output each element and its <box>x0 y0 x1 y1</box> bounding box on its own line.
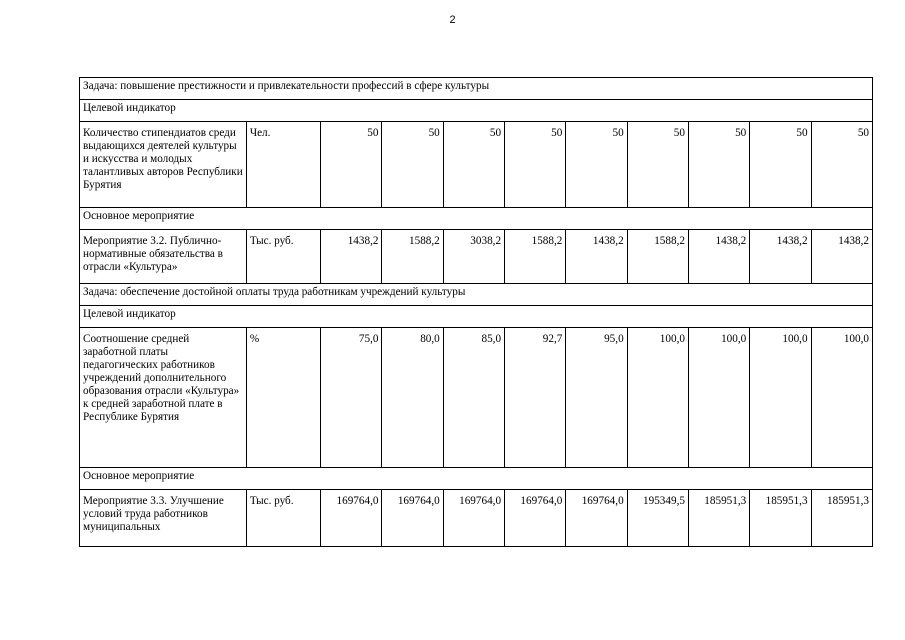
value-cell: 100,0 <box>688 328 749 468</box>
value-cell: 50 <box>321 122 382 208</box>
value-cell: 100,0 <box>750 328 811 468</box>
value-cell: 169764,0 <box>321 490 382 547</box>
row-label: Количество стипендиатов среди выдающихся деятелей культуры и искусства и молодых талантливых авторов Республики Бурятия <box>80 122 247 208</box>
value-cell: 185951,3 <box>750 490 811 547</box>
value-cell: 95,0 <box>566 328 627 468</box>
section-heading: Целевой индикатор <box>80 306 873 328</box>
section-row <box>80 468 873 490</box>
row-unit: % <box>246 328 320 468</box>
value-cell: 50 <box>750 122 811 208</box>
value-cell: 50 <box>505 122 566 208</box>
program-indicators-table <box>79 77 873 547</box>
value-cell: 1438,2 <box>566 230 627 284</box>
value-cell: 80,0 <box>382 328 443 468</box>
value-cell: 1438,2 <box>688 230 749 284</box>
table-row <box>80 230 873 284</box>
task-row <box>80 284 873 306</box>
task-heading: Задача: повышение престижности и привлекательности профессий в сфере культуры <box>80 78 873 100</box>
value-cell: 1588,2 <box>627 230 688 284</box>
row-label: Мероприятие 3.2. Публично-нормативные обязательства в отрасли «Культура» <box>80 230 247 284</box>
section-row <box>80 100 873 122</box>
row-label: Соотношение средней заработной платы педагогических работников учреждений дополнительного образования отрасли «Культура» к средней заработной плате в Республике Бурятия <box>80 328 247 468</box>
row-unit: Чел. <box>246 122 320 208</box>
value-cell: 85,0 <box>443 328 504 468</box>
row-label: Мероприятие 3.3. Улучшение условий труда работников муниципальных <box>80 490 247 547</box>
row-unit: Тыс. руб. <box>246 230 320 284</box>
value-cell: 1438,2 <box>321 230 382 284</box>
value-cell: 195349,5 <box>627 490 688 547</box>
value-cell: 50 <box>688 122 749 208</box>
value-cell: 169764,0 <box>505 490 566 547</box>
section-heading: Основное мероприятие <box>80 208 873 230</box>
row-unit: Тыс. руб. <box>246 490 320 547</box>
value-cell: 92,7 <box>505 328 566 468</box>
value-cell: 185951,3 <box>811 490 872 547</box>
value-cell: 50 <box>443 122 504 208</box>
section-row <box>80 306 873 328</box>
page-number: 2 <box>449 14 456 26</box>
section-row <box>80 208 873 230</box>
value-cell: 100,0 <box>627 328 688 468</box>
section-heading: Основное мероприятие <box>80 468 873 490</box>
value-cell: 75,0 <box>321 328 382 468</box>
table-row <box>80 490 873 547</box>
task-heading: Задача: обеспечение достойной оплаты труда работникам учреждений культуры <box>80 284 873 306</box>
table-row <box>80 328 873 468</box>
value-cell: 50 <box>811 122 872 208</box>
value-cell: 1438,2 <box>750 230 811 284</box>
task-row <box>80 78 873 100</box>
table-row <box>80 122 873 208</box>
value-cell: 100,0 <box>811 328 872 468</box>
value-cell: 169764,0 <box>382 490 443 547</box>
value-cell: 1438,2 <box>811 230 872 284</box>
value-cell: 50 <box>566 122 627 208</box>
section-heading: Целевой индикатор <box>80 100 873 122</box>
value-cell: 1588,2 <box>382 230 443 284</box>
value-cell: 169764,0 <box>566 490 627 547</box>
value-cell: 3038,2 <box>443 230 504 284</box>
value-cell: 1588,2 <box>505 230 566 284</box>
value-cell: 185951,3 <box>688 490 749 547</box>
value-cell: 169764,0 <box>443 490 504 547</box>
value-cell: 50 <box>382 122 443 208</box>
value-cell: 50 <box>627 122 688 208</box>
